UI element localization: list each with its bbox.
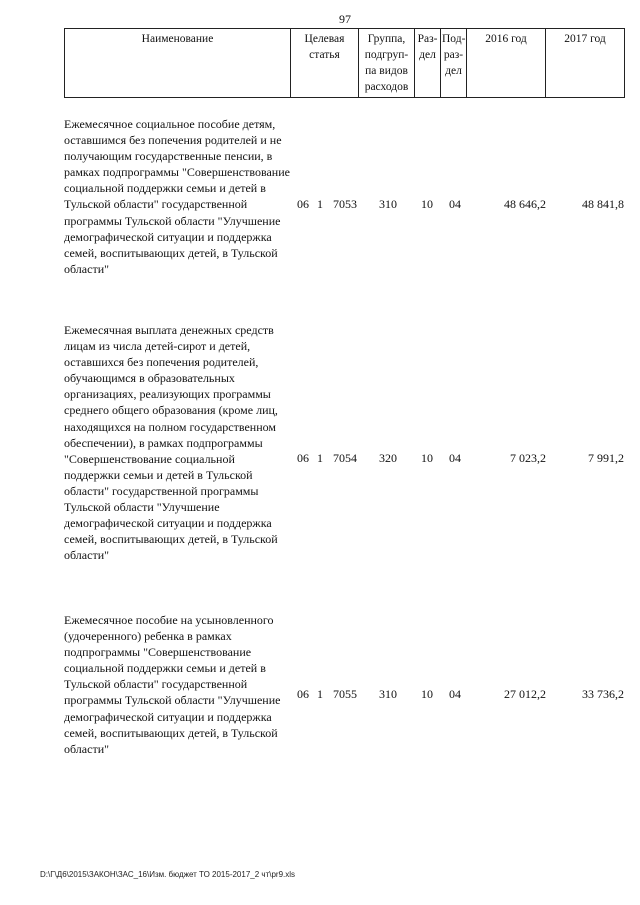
row-program: 06 (297, 687, 309, 701)
row-name: Ежемесячное социальное пособие детям, оставшимся без попечения родителей и не получающим государственные пенсии, в рамках подпрограммы "Совершенствование социальной поддержки семьи и детей в Тульской области" государственной программы Тульской области "Улучшение демографической ситуации и поддержка семей, воспитывающих детей, в Тульской области" (64, 117, 290, 276)
header-name: Наименование (65, 29, 291, 98)
table-row (64, 612, 624, 777)
row-amount-2016: 48 646,2 (504, 197, 546, 211)
row-subsection: 04 (449, 451, 461, 465)
row-direction: 7053 (333, 197, 357, 211)
row-section: 10 (421, 451, 433, 465)
table-header (64, 28, 625, 98)
row-name: Ежемесячная выплата денежных средств лицам из числа детей-сирот и детей, оставшихся без попечения родителей, обучающимся в образовательных организациях, реализующих программы среднего общего образования (кроме лиц, находящихся на полном государственном обеспечении), в рамках подпрограммы "Совершенствование социальной поддержки семьи и детей в Тульской области" государственной программы Тульской области "Улучшение демографической ситуации и поддержка семей, воспитывающих детей, в Тульской области" (64, 323, 278, 563)
row-amount-2016: 27 012,2 (504, 687, 546, 701)
row-amount-2016: 7 023,2 (510, 451, 546, 465)
page-number: 97 (339, 12, 351, 26)
header-target-article: Целевая статья (291, 29, 359, 98)
row-direction: 7055 (333, 687, 357, 701)
row-name: Ежемесячное пособие на усыновленного (удочеренного) ребенка в рамках подпрограммы "Совершенствование социальной поддержки семьи и детей в Тульской области" государственной программы Тульской области "Улучшение демографической ситуации и поддержка семей, воспитывающих детей, в Тульской области" (64, 613, 281, 756)
row-section: 10 (421, 687, 433, 701)
header-year-2016: 2016 год (467, 29, 546, 98)
header-section: Раз- дел (415, 29, 441, 98)
row-subprogram: 1 (317, 687, 323, 701)
header-subsection: Под- раз- дел (441, 29, 467, 98)
row-group: 320 (379, 451, 397, 465)
table-row (64, 116, 624, 306)
row-subprogram: 1 (317, 451, 323, 465)
row-subsection: 04 (449, 197, 461, 211)
row-program: 06 (297, 197, 309, 211)
table-row (64, 322, 624, 597)
row-amount-2017: 48 841,8 (582, 197, 624, 211)
row-section: 10 (421, 197, 433, 211)
row-amount-2017: 7 991,2 (588, 451, 624, 465)
row-group: 310 (379, 687, 397, 701)
row-subsection: 04 (449, 687, 461, 701)
row-group: 310 (379, 197, 397, 211)
row-direction: 7054 (333, 451, 357, 465)
row-program: 06 (297, 451, 309, 465)
row-amount-2017: 33 736,2 (582, 687, 624, 701)
row-subprogram: 1 (317, 197, 323, 211)
header-year-2017: 2017 год (546, 29, 625, 98)
file-path-footer: D:\Г\Д6\2015\ЗАКОН\ЗАС_16\Изм. бюджет ТО 2015-2017_2 чт\pr9.xls (40, 870, 296, 879)
header-group: Группа, подгруп- па видов расходов (359, 29, 415, 98)
